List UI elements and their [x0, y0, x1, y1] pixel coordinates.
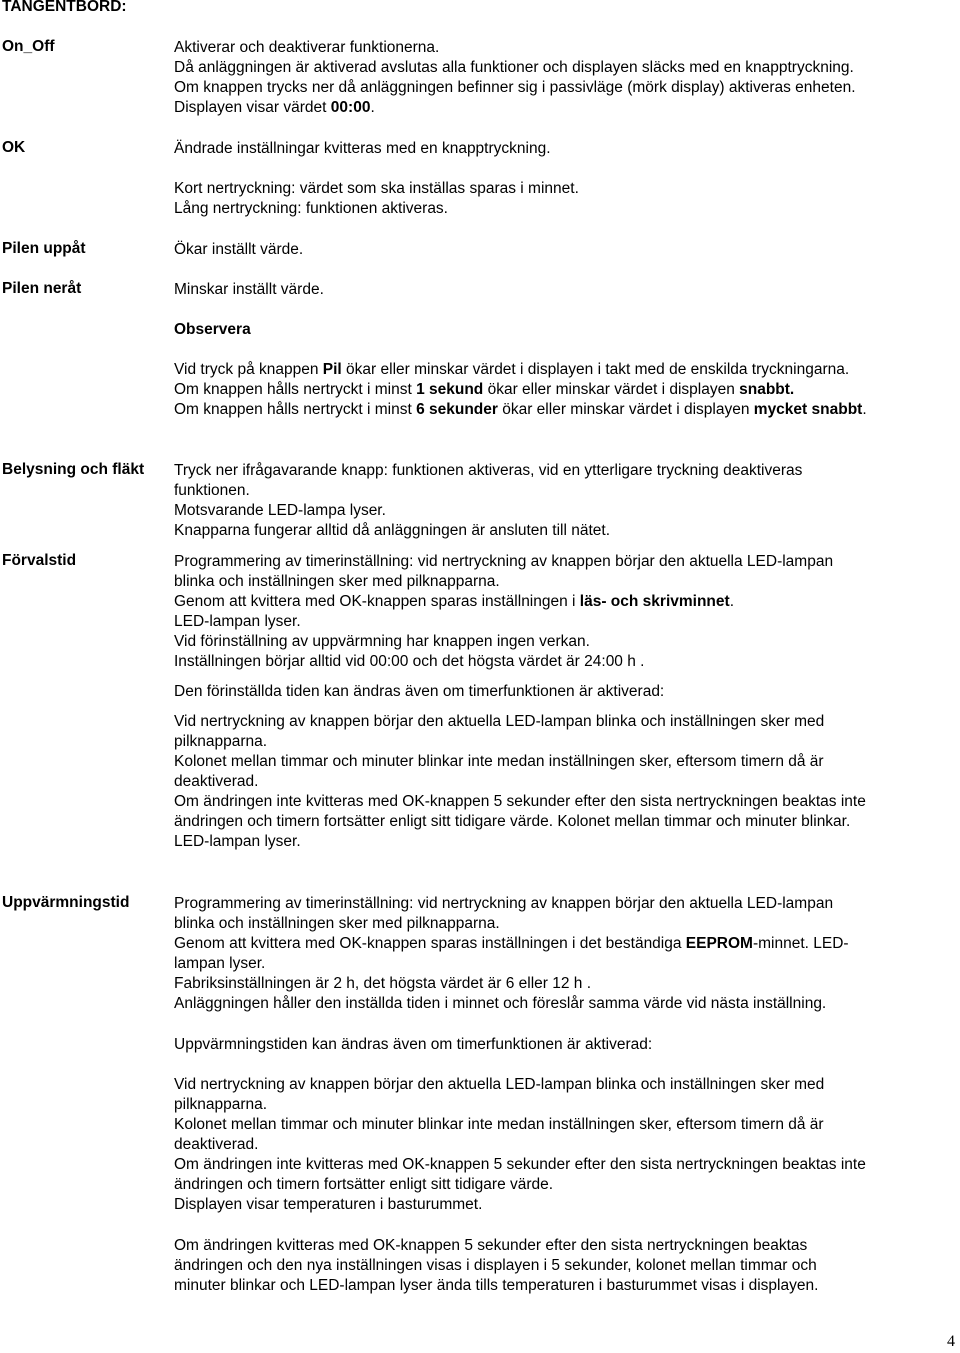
text-run: ökar eller minskar värdet i displayen i takt med de enskilda tryckningarna.	[341, 361, 850, 378]
text-line: blinka och inställningen sker med pilknapparna.	[174, 915, 500, 932]
text-line: Om ändringen kvitteras med OK-knappen 5 sekunder efter den sista nertryckningen beaktas	[174, 1237, 808, 1254]
text-line	[174, 380, 958, 400]
key-label-arrow-up: Pilen uppåt	[2, 240, 86, 257]
key-label-on-off: On_Off	[2, 38, 55, 55]
text-line: Om ändringen inte kvitteras med OK-knappen 5 sekunder efter den sista nertryckningen beaktas inte	[174, 793, 866, 810]
text-line: ändringen och timern fortsätter enligt sitt tidigare värde. Kolonet mellan timmar och minuter blinkar.	[174, 813, 851, 830]
text-line	[174, 98, 958, 118]
text-line: ändringen och den nya inställningen visas i displayen i 5 sekunder, kolonet mellan timmar och	[174, 1257, 817, 1274]
key-label-heating-time: Uppvärmningstid	[2, 894, 130, 911]
text-line: Ändrade inställningar kvitteras med en knapptryckning.	[174, 140, 551, 157]
text-line: Programmering av timerinställning: vid nertryckning av knappen börjar den aktuella LED-lampan	[174, 553, 834, 570]
observe-text	[174, 360, 958, 420]
text-line: Fabriksinställningen är 2 h, det högsta värdet är 6 eller 12 h .	[174, 975, 592, 992]
bold-run: EEPROM	[685, 935, 753, 952]
text-run: Displayen visar värdet	[174, 99, 331, 116]
text-line: Knapparna fungerar alltid då anläggningen är ansluten till nätet.	[174, 522, 611, 539]
text-line: Kolonet mellan timmar och minuter blinkar inte medan inställningen sker, eftersom timern då är	[174, 753, 824, 770]
text-line: deaktiverad.	[174, 1136, 259, 1153]
display-value: 00:00	[330, 99, 371, 116]
text-line: Då anläggningen är aktiverad avslutas alla funktioner och displayen släcks med en knapptryckning.	[174, 59, 854, 76]
text-run: Genom att kvittera med OK-knappen sparas inställningen i	[174, 593, 580, 610]
text-line: Lång nertryckning: funktionen aktiveras.	[174, 200, 448, 217]
text-run: ökar eller minskar värdet i displayen	[483, 381, 740, 398]
key-description-on-off	[174, 38, 958, 118]
heating-change-intro	[174, 1035, 958, 1055]
text-line: minuter blinkar och LED-lampan lyser ända tills temperaturen i basturummet visas i displayen.	[174, 1277, 819, 1294]
text-run: .	[862, 401, 867, 418]
text-line: Om ändringen inte kvitteras med OK-knappen 5 sekunder efter den sista nertryckningen beaktas inte	[174, 1156, 866, 1173]
text-run: Vid tryck på knappen	[174, 361, 323, 378]
key-label-arrow-down: Pilen neråt	[2, 280, 82, 297]
key-description-arrow-down	[174, 280, 958, 300]
text-line: Vid nertryckning av knappen börjar den aktuella LED-lampan blinka och inställningen sker med	[174, 1076, 825, 1093]
key-description-light-fan	[174, 461, 958, 541]
text-line: blinka och inställningen sker med pilknapparna.	[174, 573, 500, 590]
text-line: Inställningen börjar alltid vid 00:00 och det högsta värdet är 24:00 h .	[174, 653, 645, 670]
bold-run: mycket snabbt	[753, 401, 863, 418]
bold-run: 6 sekunder	[416, 401, 498, 418]
bold-run: snabbt.	[739, 381, 795, 398]
text-line: Kort nertryckning: värdet som ska inställas sparas i minnet.	[174, 180, 579, 197]
text-line: Den förinställda tiden kan ändras även om timerfunktionen är aktiverad:	[174, 683, 665, 700]
text-line: ändringen och timern fortsätter enligt sitt tidigare värde.	[174, 1176, 554, 1193]
observe-heading	[174, 320, 958, 340]
text-line: funktionen.	[174, 482, 250, 499]
text-line: Vid förinställning av uppvärmning har knappen ingen verkan.	[174, 633, 590, 650]
text-line: Om knappen trycks ner då anläggningen befinner sig i passivläge (mörk display) aktiveras enheten.	[174, 79, 856, 96]
key-description-arrow-up	[174, 240, 958, 260]
observe-title: Observera	[174, 321, 251, 338]
preset-change-intro	[174, 682, 958, 702]
page-title: TANGENTBORD:	[2, 0, 127, 15]
bold-run: 1 sekund	[416, 381, 484, 398]
key-description-heating-time	[174, 894, 958, 1014]
text-line: Vid nertryckning av knappen börjar den aktuella LED-lampan blinka och inställningen sker med	[174, 713, 825, 730]
text-line: deaktiverad.	[174, 773, 259, 790]
text-line: Minskar inställt värde.	[174, 281, 324, 298]
text-line: Anläggningen håller den inställda tiden i minnet och föreslår samma värde vid nästa inställning.	[174, 995, 827, 1012]
heating-change-details	[174, 1075, 958, 1215]
text-line	[174, 592, 958, 612]
text-line: Uppvärmningstiden kan ändras även om timerfunktionen är aktiverad:	[174, 1036, 653, 1053]
key-label-ok: OK	[2, 139, 26, 156]
text-line	[174, 360, 958, 380]
text-run: -minnet. LED-	[752, 935, 849, 952]
preset-change-details	[174, 712, 958, 852]
text-line: Displayen visar temperaturen i basturummet.	[174, 1196, 483, 1213]
text-run: Om knappen hålls nertryckt i minst	[174, 401, 417, 418]
text-line: Motsvarande LED-lampa lyser.	[174, 502, 386, 519]
text-run: .	[729, 593, 734, 610]
key-label-light-fan: Belysning och fläkt	[2, 461, 145, 478]
text-line: lampan lyser.	[174, 955, 266, 972]
text-line: LED-lampan lyser.	[174, 613, 301, 630]
text-line: Aktiverar och deaktiverar funktionerna.	[174, 39, 440, 56]
text-line: pilknapparna.	[174, 1096, 268, 1113]
key-description-ok	[174, 139, 958, 159]
text-line: Tryck ner ifrågavarande knapp: funktionen aktiveras, vid en ytterligare tryckning deaktiveras	[174, 462, 803, 479]
text-line: LED-lampan lyser.	[174, 833, 301, 850]
text-line	[174, 400, 958, 420]
key-description-ok-press	[174, 179, 958, 219]
text-run: .	[370, 99, 375, 116]
text-run: Om knappen hålls nertryckt i minst	[174, 381, 417, 398]
text-run: Genom att kvittera med OK-knappen sparas inställningen i det beständiga	[174, 935, 686, 952]
key-label-preset-time: Förvalstid	[2, 552, 77, 569]
bold-run: Pil	[322, 361, 342, 378]
key-description-preset-time	[174, 552, 958, 672]
text-line: Programmering av timerinställning: vid nertryckning av knappen börjar den aktuella LED-lampan	[174, 895, 834, 912]
page-number: 4	[947, 1333, 955, 1350]
text-line: Ökar inställt värde.	[174, 241, 304, 258]
text-line: pilknapparna.	[174, 733, 268, 750]
heating-confirm-details	[174, 1236, 958, 1296]
text-line	[174, 934, 958, 954]
text-line: Kolonet mellan timmar och minuter blinkar inte medan inställningen sker, eftersom timern då är	[174, 1116, 824, 1133]
text-run: ökar eller minskar värdet i displayen	[497, 401, 754, 418]
bold-run: läs- och skrivminnet	[579, 593, 730, 610]
